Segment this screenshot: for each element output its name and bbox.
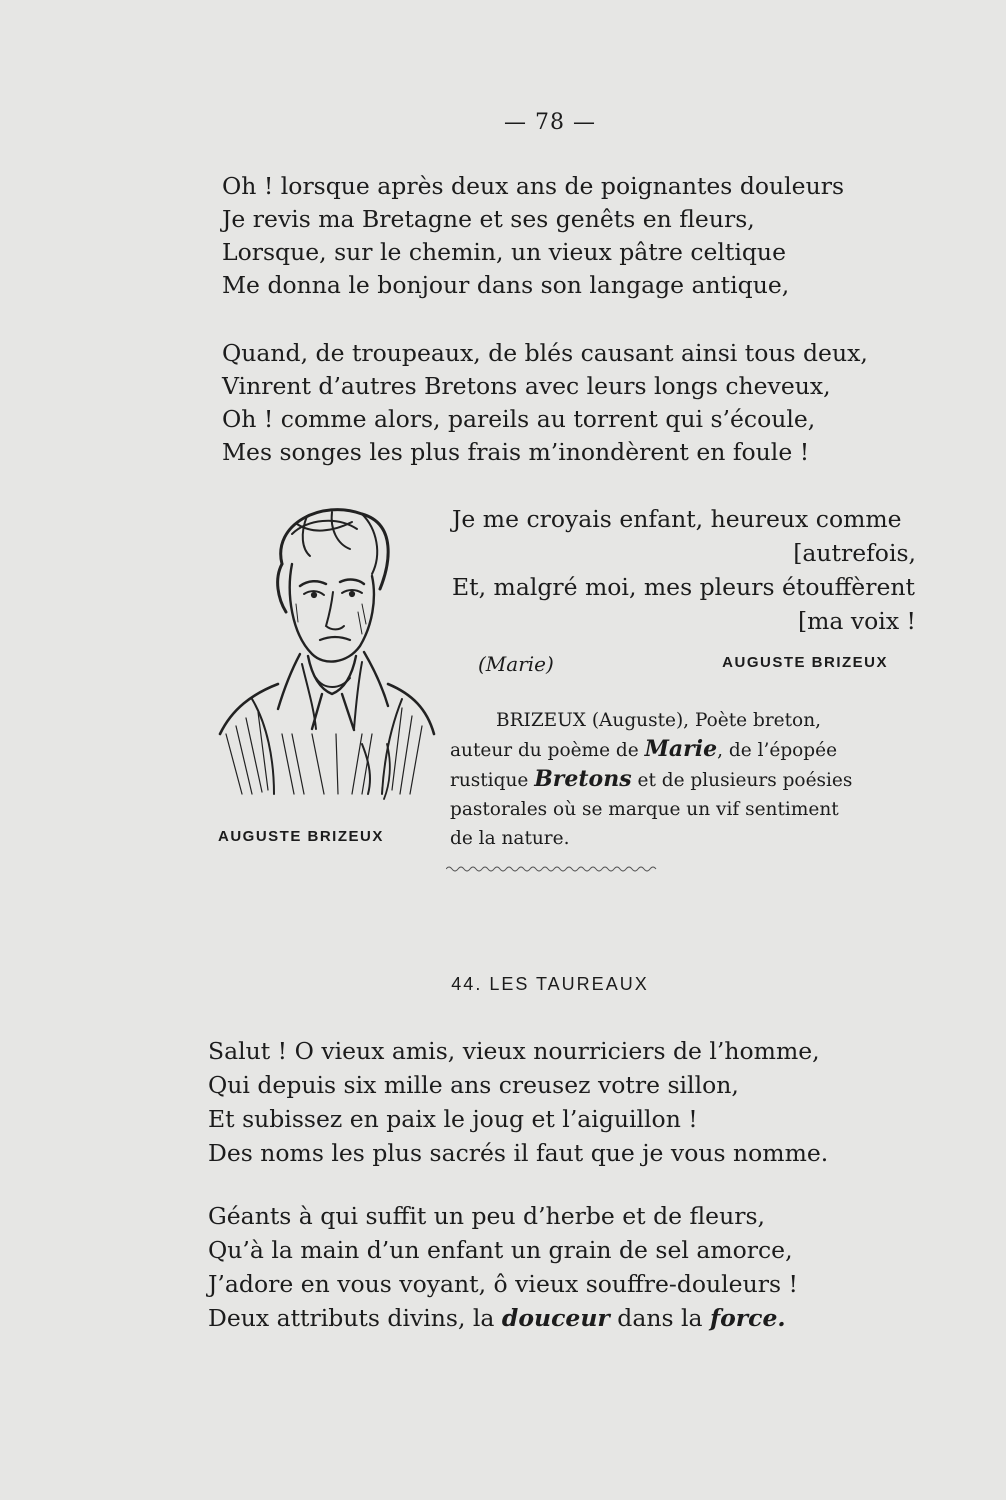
- verse-line: Mes songes les plus frais m’inondèrent en foule !: [222, 438, 810, 466]
- bio-work-title: Marie: [644, 736, 718, 762]
- taureaux-stanza-1: [208, 1034, 908, 1170]
- section-heading: 44. LES TAUREAUX: [451, 974, 649, 994]
- verse-line: Et, malgré moi, mes pleurs étouffèrent: [452, 573, 915, 601]
- poem-stanza-3: [452, 502, 922, 638]
- bio-line: de la nature.: [450, 828, 570, 849]
- verse-line: Quand, de troupeaux, de blés causant ainsi tous deux,: [222, 339, 868, 367]
- verse-line: Me donna le bonjour dans son langage antique,: [222, 271, 790, 299]
- portrait-caption: AUGUSTE BRIZEUX: [218, 828, 384, 845]
- verse-emphasis: force.: [710, 1304, 786, 1332]
- bio-text: rustique: [450, 770, 535, 791]
- verse-line: Vinrent d’autres Bretons avec leurs longs cheveux,: [222, 372, 831, 400]
- verse-line: [208, 1301, 908, 1335]
- verse-line: Lorsque, sur le chemin, un vieux pâtre celtique: [222, 238, 786, 266]
- verse-text: Deux attributs divins, la: [208, 1304, 502, 1332]
- verse-line: Qu’à la main d’un enfant un grain de sel amorce,: [208, 1236, 793, 1264]
- poem-source: (Marie): [478, 652, 554, 676]
- poem-stanza-1: [222, 170, 922, 302]
- verse-line: Géants à qui suffit un peu d’herbe et de fleurs,: [208, 1202, 765, 1230]
- verse-text: dans la: [609, 1304, 710, 1332]
- verse-emphasis: douceur: [501, 1304, 610, 1332]
- poem-author: AUGUSTE BRIZEUX: [722, 654, 888, 671]
- bio-line: pastorales où se marque un vif sentiment: [450, 799, 839, 820]
- portrait-engraving-icon: [212, 494, 437, 824]
- page-number: — 78 —: [504, 110, 596, 135]
- verse-line-continuation: [ma voix !: [797, 607, 916, 635]
- verse-line: Je me croyais enfant, heureux comme: [452, 505, 902, 533]
- wavy-divider: [446, 864, 658, 874]
- poem-stanza-2: [222, 337, 922, 469]
- bio-text: auteur du poème de: [450, 740, 645, 761]
- bio-line: [450, 735, 918, 765]
- poem-credit: [478, 652, 888, 682]
- verse-line: J’adore en vous voyant, ô vieux souffre-douleurs !: [208, 1270, 798, 1298]
- verse-line: Des noms les plus sacrés il faut que je vous nomme.: [208, 1139, 829, 1167]
- verse-line: Je revis ma Bretagne et ses genêts en fleurs,: [222, 205, 755, 233]
- verse-line-continuation: [autrefois,: [793, 539, 916, 567]
- verse-line: Et subissez en paix le joug et l’aiguillon !: [208, 1105, 698, 1133]
- taureaux-stanza-2: [208, 1199, 908, 1335]
- verse-line: Oh ! comme alors, pareils au torrent qui s’écoule,: [222, 405, 816, 433]
- verse-line: Salut ! O vieux amis, vieux nourriciers de l’homme,: [208, 1037, 820, 1065]
- bio-line: BRIZEUX (Auguste), Poète breton,: [496, 710, 821, 731]
- author-biography: [450, 706, 918, 853]
- bio-text: et de plusieurs poésies: [631, 770, 853, 791]
- verse-line: Oh ! lorsque après deux ans de poignantes douleurs: [222, 172, 845, 200]
- bio-work-title: Bretons: [534, 766, 632, 792]
- bio-line: [450, 765, 918, 795]
- bio-text: , de l’épopée: [717, 740, 838, 761]
- verse-line: Qui depuis six mille ans creusez votre sillon,: [208, 1071, 739, 1099]
